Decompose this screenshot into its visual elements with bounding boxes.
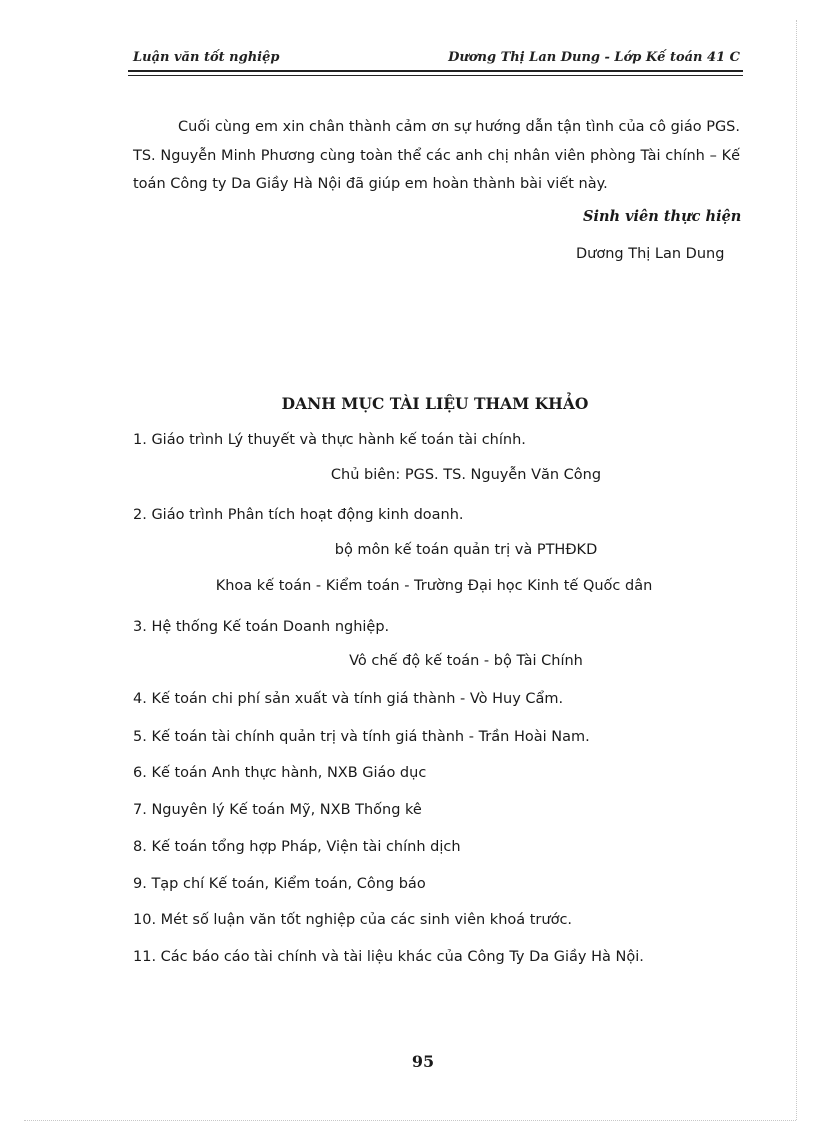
header-left-text: Luận văn tốt nghiệp bbox=[133, 50, 280, 65]
page-number: 95 bbox=[411, 1052, 435, 1071]
reference-item: 9. Tạp chí Kế toán, Kiểm toán, Công báo bbox=[133, 876, 426, 892]
page-edge-bottom bbox=[24, 1120, 796, 1121]
reference-item: 4. Kế toán chi phí sản xuất và tính giá thành - Vò Huy Cẩm. bbox=[133, 691, 564, 707]
acknowledgement-line-1: Cuối cùng em xin chân thành cảm ơn sự hướng dẫn tận tình của cô giáo PGS. bbox=[178, 119, 740, 135]
reference-note: Vô chế độ kế toán - bộ Tài Chính bbox=[349, 653, 583, 669]
reference-note: Chủ biên: PGS. TS. Nguyễn Văn Công bbox=[330, 467, 602, 483]
reference-note: Khoa kế toán - Kiểm toán - Trường Đại học Kinh tế Quốc dân bbox=[215, 578, 653, 594]
header-right-text: Dương Thị Lan Dung - Lớp Kế toán 41 C bbox=[448, 50, 740, 65]
reference-item: 10. Mét số luận văn tốt nghiệp của các sinh viên khoá trước. bbox=[133, 912, 573, 928]
reference-item: 1. Giáo trình Lý thuyết và thực hành kế toán tài chính. bbox=[133, 432, 526, 448]
reference-note: bộ môn kế toán quản trị và PTHĐKD bbox=[334, 542, 598, 558]
header-rule-thin bbox=[128, 75, 743, 76]
reference-item: 2. Giáo trình Phân tích hoạt động kinh doanh. bbox=[133, 507, 464, 523]
reference-item: 8. Kế toán tổng hợp Pháp, Viện tài chính dịch bbox=[133, 839, 461, 855]
reference-item: 3. Hệ thống Kế toán Doanh nghiệp. bbox=[133, 619, 390, 635]
signature-title: Sinh viên thực hiện bbox=[583, 208, 742, 225]
acknowledgement-line-3: toán Công ty Da Giầy Hà Nội đã giúp em hoàn thành bài viết này. bbox=[133, 176, 608, 192]
acknowledgement-line-2: TS. Nguyễn Minh Phương cùng toàn thể các anh chị nhân viên phòng Tài chính – Kế bbox=[133, 148, 740, 164]
header-rule-thick bbox=[128, 70, 743, 72]
reference-item: 11. Các báo cáo tài chính và tài liệu khác của Công Ty Da Giầy Hà Nội. bbox=[133, 949, 644, 965]
references-heading: DANH MỤC TÀI LIỆU THAM KHẢO bbox=[281, 394, 589, 413]
page-edge-right bbox=[796, 20, 797, 1120]
signature-name: Dương Thị Lan Dung bbox=[576, 246, 725, 262]
reference-item: 7. Nguyên lý Kế toán Mỹ, NXB Thống kê bbox=[133, 802, 422, 818]
reference-item: 6. Kế toán Anh thực hành, NXB Giáo dục bbox=[133, 765, 427, 781]
reference-item: 5. Kế toán tài chính quản trị và tính giá thành - Trần Hoài Nam. bbox=[133, 729, 590, 745]
